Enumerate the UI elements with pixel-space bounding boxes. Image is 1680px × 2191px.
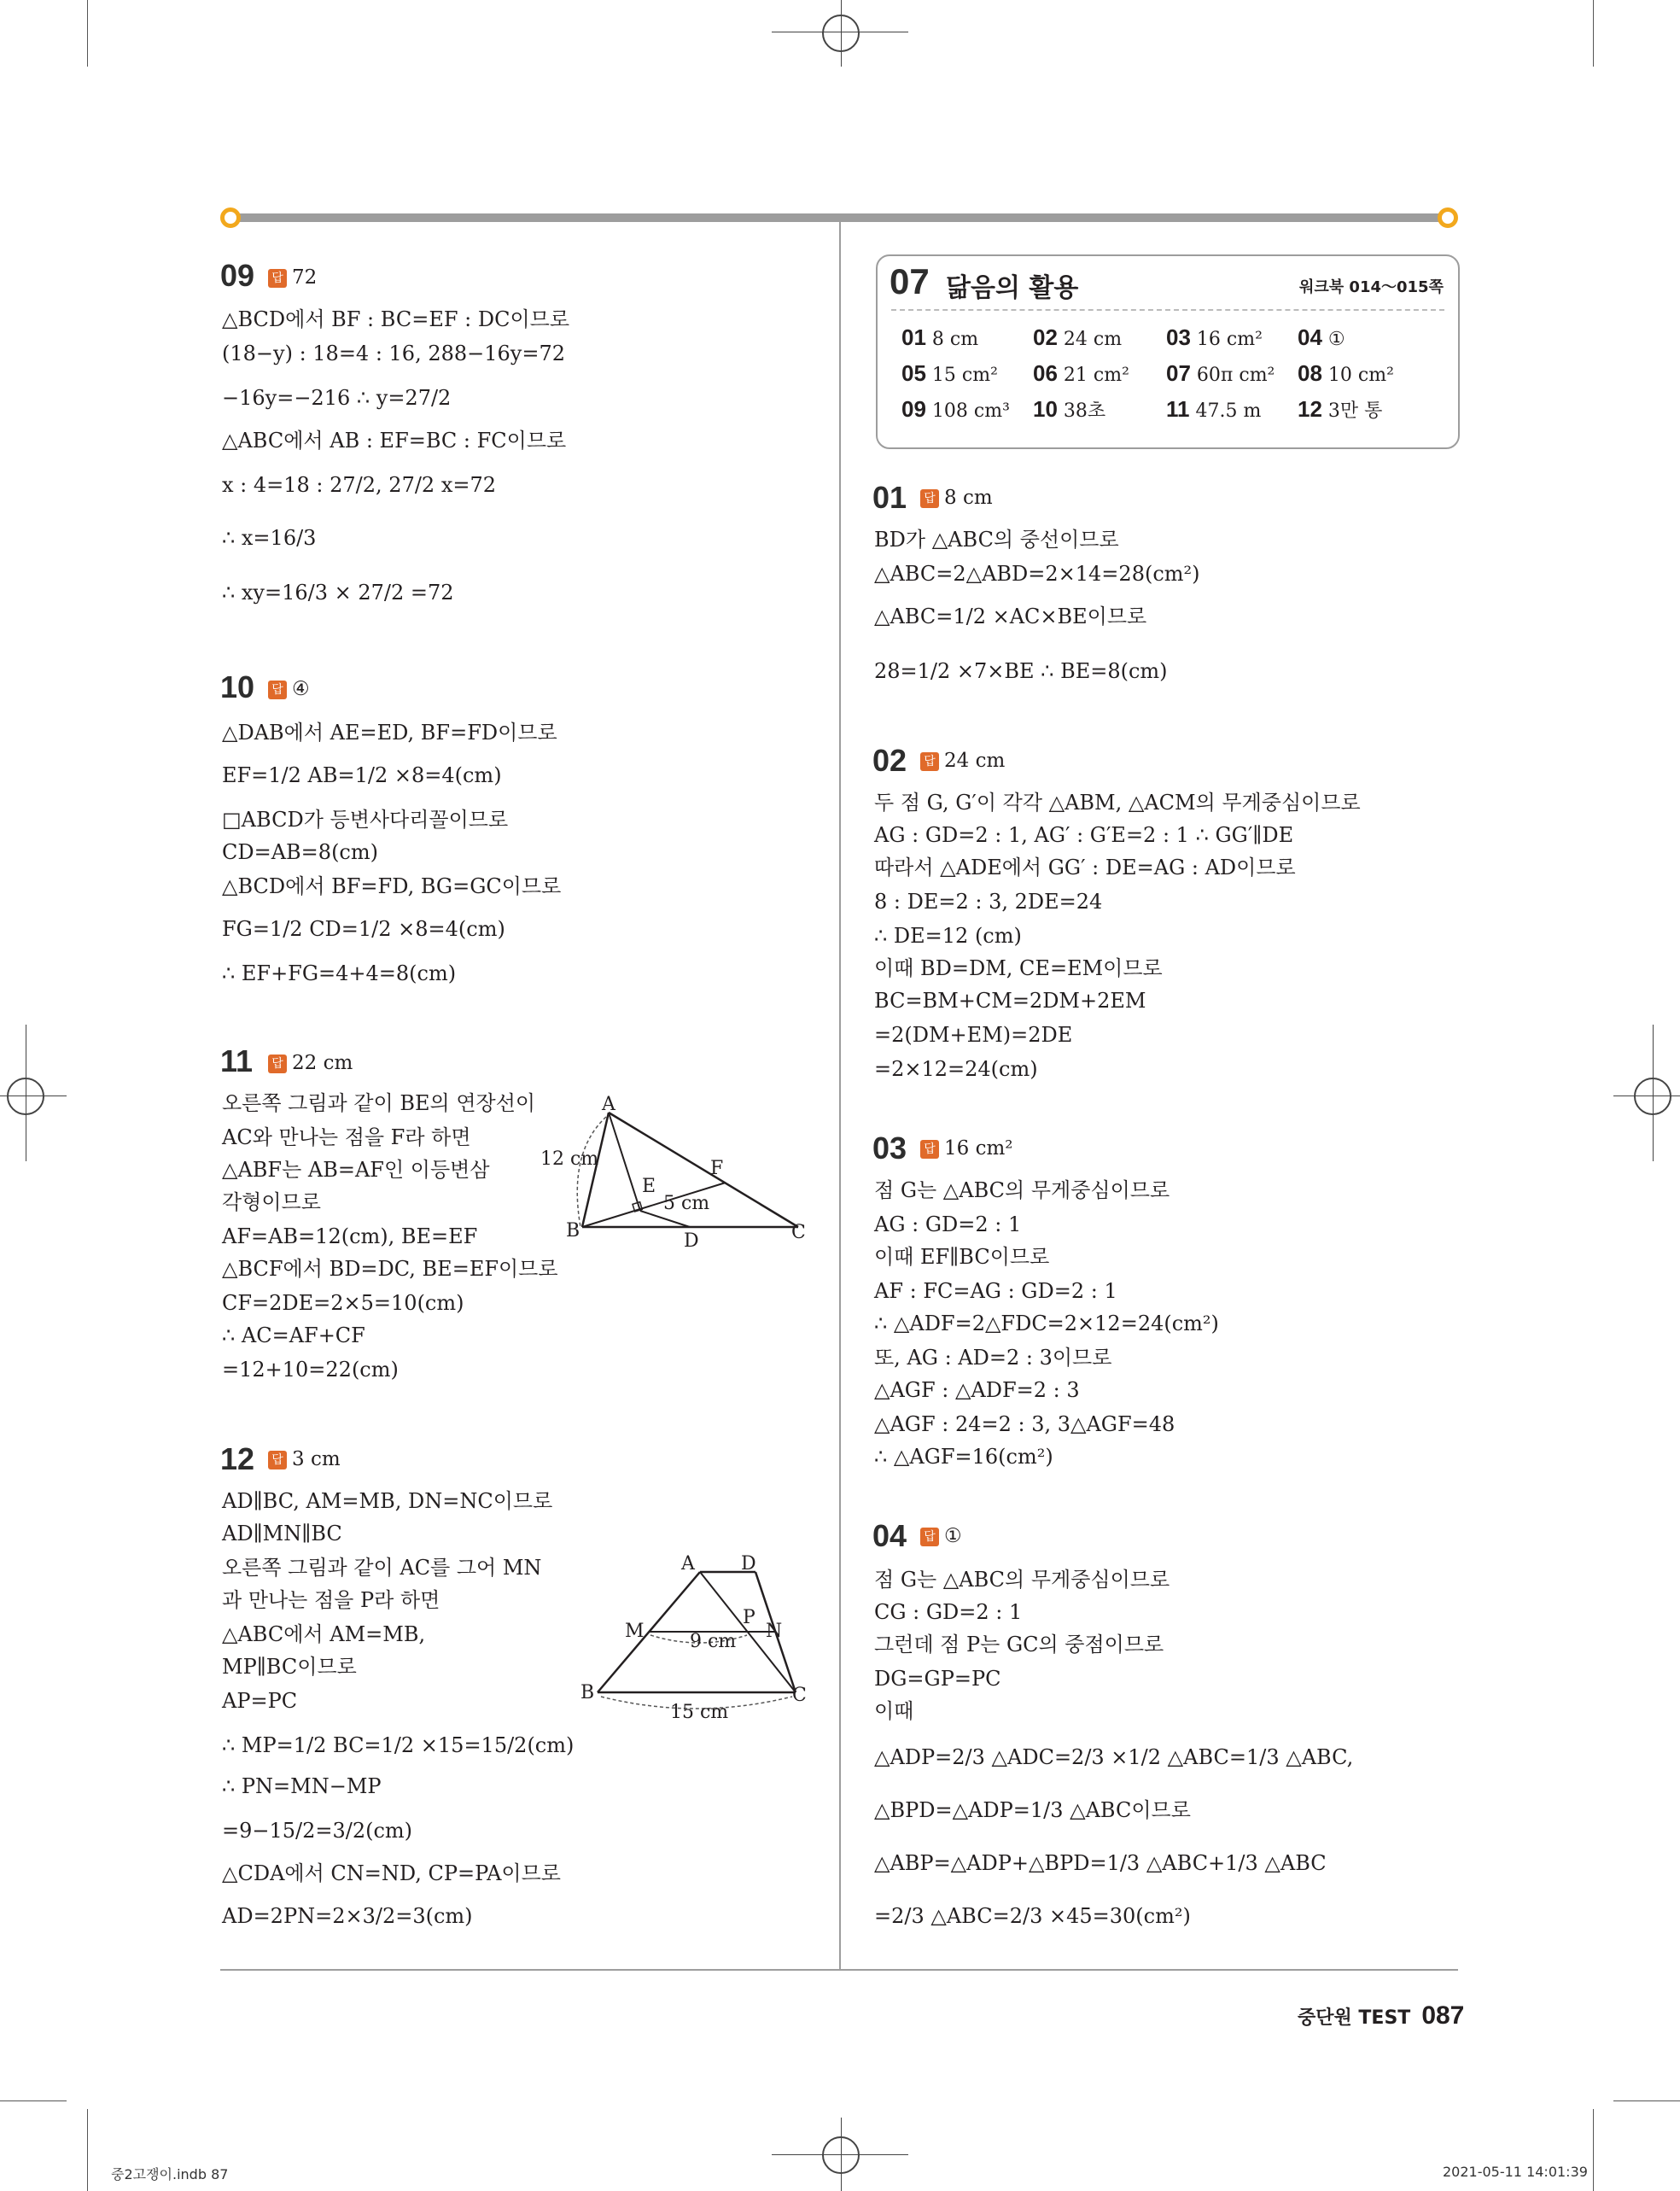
solution-line: =12+10=22(cm) (222, 1358, 399, 1382)
solution-line: =2×12=24(cm) (874, 1057, 1038, 1081)
triangle-figure-11 (534, 1084, 820, 1247)
question-number: 03 (872, 1131, 907, 1166)
figure-label: M (625, 1621, 645, 1642)
question-number: 09 (220, 258, 255, 293)
summary-answer: 10 38초 (1033, 396, 1106, 422)
question-number: 12 (220, 1441, 255, 1476)
solution-line: 이때 (874, 1699, 914, 1723)
answer-badge-icon: 답 (268, 1451, 287, 1469)
figure-label: B (580, 1682, 595, 1703)
trapezoid-figure-12 (572, 1550, 828, 1731)
answer-badge-icon: 답 (268, 1055, 287, 1073)
solution-line: FG=1/2 CD=1/2 ×8=4(cm) (222, 917, 505, 941)
crop-mark (1593, 2109, 1594, 2191)
solution-line: ∴ xy=16/3 × 27/2 =72 (222, 581, 454, 605)
solution-line: AD=2PN=2×3/2=3(cm) (222, 1904, 473, 1928)
summary-answer: 04 ① (1298, 324, 1345, 350)
summary-answer: 07 60π cm² (1166, 360, 1275, 386)
solution-line: ∴ AC=AF+CF (222, 1323, 365, 1347)
crop-mark (1593, 0, 1594, 67)
solution-line: BD가 △ABC의 중선이므로 (874, 528, 1119, 552)
solution-line: △ABC에서 AM=MB, (222, 1622, 426, 1646)
answer-badge-icon: 답 (920, 489, 939, 508)
answer-value: 72 (292, 266, 318, 289)
solution-line: AG : GD=2 : 1, AG′ : G′E=2 : 1 ∴ GG′∥DE (874, 823, 1294, 847)
print-slug-file: 중2고쟁이.indb 87 (111, 2166, 229, 2182)
solution-line: 그런데 점 P는 GC의 중점이므로 (874, 1633, 1164, 1656)
question-number: 02 (872, 743, 907, 778)
solution-line: AP=PC (222, 1689, 298, 1713)
figure-label: E (642, 1176, 656, 1197)
solution-line: 따라서 △ADE에서 GG′ : DE=AG : AD이므로 (874, 856, 1296, 879)
figure-label: D (684, 1230, 699, 1247)
answer (268, 266, 317, 289)
answer-value: 16 cm² (944, 1137, 1013, 1160)
solution-line: ∴ △AGF=16(cm²) (874, 1445, 1053, 1469)
crop-mark (1613, 2100, 1680, 2101)
figure-label: A (602, 1094, 615, 1115)
footer-label: 중단원 TEST (1298, 2007, 1411, 2029)
answer-badge-icon: 답 (268, 269, 287, 288)
page-number: 087 (1421, 2001, 1465, 2030)
solution-line: 오른쪽 그림과 같이 AC를 그어 MN (222, 1556, 542, 1580)
rule-end-dot-right (1438, 207, 1458, 228)
solution-line: 두 점 G, G′이 각각 △ABM, △ACM의 무게중심이므로 (874, 791, 1361, 815)
box-divider (891, 309, 1444, 311)
solution-line: △BCD에서 BF=FD, BG=GC이므로 (222, 874, 562, 898)
solution-line: =2(DM+EM)=2DE (874, 1023, 1073, 1047)
solution-line: AF : FC=AG : GD=2 : 1 (874, 1279, 1117, 1303)
answer-badge-icon: 답 (920, 1140, 939, 1159)
page-footer (1298, 2001, 1464, 2030)
solution-line: △ABC=1/2 ×AC×BE이므로 (874, 605, 1147, 628)
solution-line: AD∥BC, AM=MB, DN=NC이므로 (222, 1489, 553, 1513)
solution-line: ∴ △ADF=2△FDC=2×12=24(cm²) (874, 1312, 1219, 1335)
answer-value: 22 cm (292, 1052, 353, 1074)
column-divider (839, 220, 841, 1971)
solution-line: =2/3 △ABC=2/3 ×45=30(cm²) (874, 1904, 1191, 1928)
summary-answer: 01 8 cm (901, 324, 979, 350)
solution-line: 각형이므로 (222, 1190, 321, 1214)
solution-line: △ABF는 AB=AF인 이등변삼 (222, 1158, 490, 1182)
solution-line: △CDA에서 CN=ND, CP=PA이므로 (222, 1861, 561, 1885)
solution-line: △DAB에서 AE=ED, BF=FD이므로 (222, 721, 557, 745)
question-number: 10 (220, 669, 255, 704)
solution-line: (18−y) : 18=4 : 16, 288−16y=72 (222, 342, 565, 365)
answer-summary-box (876, 254, 1460, 449)
solution-line: =9−15/2=3/2(cm) (222, 1819, 413, 1843)
solution-line: △ABC에서 AB : EF=BC : FC이므로 (222, 429, 567, 453)
solution-line: △BPD=△ADP=1/3 △ABC이므로 (874, 1798, 1191, 1822)
summary-answer: 06 21 cm² (1033, 360, 1129, 386)
solution-line: □ABCD가 등변사다리꼴이므로 (222, 808, 509, 832)
solution-line: AF=AB=12(cm), BE=EF (222, 1224, 478, 1248)
section-number: 07 (890, 261, 930, 301)
solution-line: 점 G는 △ABC의 무게중심이므로 (874, 1178, 1170, 1202)
solution-line: x : 4=18 : 27/2, 27/2 x=72 (222, 473, 496, 497)
solution-line: ∴ x=16/3 (222, 526, 317, 550)
figure-label: 12 cm (540, 1148, 599, 1170)
answer (920, 750, 1005, 772)
solution-line: CD=AB=8(cm) (222, 840, 378, 864)
solution-line: △BCD에서 BF : BC=EF : DC이므로 (222, 307, 570, 331)
solution-line: AG : GD=2 : 1 (874, 1212, 1022, 1236)
figure-label: B (566, 1220, 580, 1242)
answer (268, 678, 310, 700)
figure-label: D (741, 1553, 756, 1575)
workbook-reference: 워크북 014～015쪽 (1299, 278, 1444, 296)
summary-answer: 03 16 cm² (1166, 324, 1263, 350)
solution-line: CF=2DE=2×5=10(cm) (222, 1291, 464, 1315)
summary-answer: 09 108 cm³ (901, 396, 1010, 422)
summary-answer: 02 24 cm (1033, 324, 1123, 350)
solution-line: △ABP=△ADP+△BPD=1/3 △ABC+1/3 △ABC (874, 1851, 1327, 1875)
print-slug-datetime: 2021-05-11 14:01:39 (1443, 2164, 1588, 2180)
solution-line: △BCF에서 BD=DC, BE=EF이므로 (222, 1257, 558, 1281)
figure-label: A (681, 1553, 695, 1575)
section-title: 닮음의 활용 (946, 273, 1079, 303)
question-number: 11 (220, 1043, 254, 1078)
solution-line: DG=GP=PC (874, 1667, 1001, 1691)
bottom-rule (220, 1969, 1458, 1971)
solution-line: BC=BM+CM=2DM+2EM (874, 989, 1146, 1013)
solution-line: ∴ DE=12 (cm) (874, 924, 1022, 948)
summary-answer: 08 10 cm² (1298, 360, 1394, 386)
figure-label: N (766, 1621, 783, 1642)
solution-line: ∴ MP=1/2 BC=1/2 ×15=15/2(cm) (222, 1733, 575, 1757)
figure-label: C (791, 1222, 806, 1243)
answer-value: ④ (292, 678, 310, 700)
crop-mark (87, 2109, 88, 2191)
solution-line: 이때 EF∥BC이므로 (874, 1245, 1050, 1269)
summary-answer: 11 47.5 m (1166, 396, 1262, 422)
crop-mark (87, 0, 88, 67)
answer (268, 1052, 353, 1074)
solution-line: △AGF : △ADF=2 : 3 (874, 1378, 1080, 1402)
figure-label: F (710, 1158, 724, 1179)
solution-line: AD∥MN∥BC (222, 1522, 342, 1545)
figure-label: C (792, 1685, 807, 1706)
answer (920, 1137, 1013, 1160)
answer-badge-icon: 답 (920, 752, 939, 771)
solution-line: 과 만나는 점을 P라 하면 (222, 1588, 440, 1612)
solution-line: 이때 BD=DM, CE=EM이므로 (874, 956, 1163, 980)
solution-line: MP∥BC이므로 (222, 1655, 357, 1679)
solution-line: △ADP=2/3 △ADC=2/3 ×1/2 △ABC=1/3 △ABC, (874, 1745, 1354, 1769)
solution-line: ∴ PN=MN−MP (222, 1774, 382, 1798)
question-number: 01 (872, 480, 907, 515)
solution-line: 28=1/2 ×7×BE ∴ BE=8(cm) (874, 659, 1168, 683)
solution-line: 8 : DE=2 : 3, 2DE=24 (874, 890, 1103, 914)
answer-badge-icon: 답 (920, 1528, 939, 1546)
solution-line: CG : GD=2 : 1 (874, 1600, 1023, 1624)
solution-line: 또, AG : AD=2 : 3이므로 (874, 1346, 1112, 1370)
solution-line: EF=1/2 AB=1/2 ×8=4(cm) (222, 763, 502, 787)
solution-line: ∴ EF+FG=4+4=8(cm) (222, 961, 457, 985)
summary-answer: 05 15 cm² (901, 360, 998, 386)
solution-line: 점 G는 △ABC의 무게중심이므로 (874, 1568, 1170, 1592)
answer (920, 487, 993, 509)
question-number: 04 (872, 1518, 907, 1553)
answer-badge-icon: 답 (268, 681, 287, 699)
answer (268, 1448, 341, 1470)
solution-line: 오른쪽 그림과 같이 BE의 연장선이 (222, 1091, 536, 1115)
answer-value: 8 cm (944, 487, 993, 509)
figure-label: 9 cm (690, 1631, 737, 1652)
summary-answer: 12 3만 통 (1298, 396, 1383, 422)
solution-line: −16y=−216 ∴ y=27/2 (222, 386, 452, 410)
answer-value: 3 cm (292, 1448, 341, 1470)
solution-line: △AGF : 24=2 : 3, 3△AGF=48 (874, 1412, 1175, 1436)
solution-line: △ABC=2△ABD=2×14=28(cm²) (874, 562, 1200, 586)
answer (920, 1525, 962, 1547)
answer-value: 24 cm (944, 750, 1006, 772)
crop-mark (0, 2100, 67, 2101)
figure-label: 5 cm (663, 1193, 710, 1214)
figure-label: 15 cm (670, 1702, 729, 1723)
rule-end-dot-left (220, 207, 241, 228)
figure-label: P (743, 1607, 755, 1628)
solution-line: AC와 만나는 점을 F라 하면 (222, 1125, 471, 1149)
answer-value: ① (944, 1525, 962, 1547)
